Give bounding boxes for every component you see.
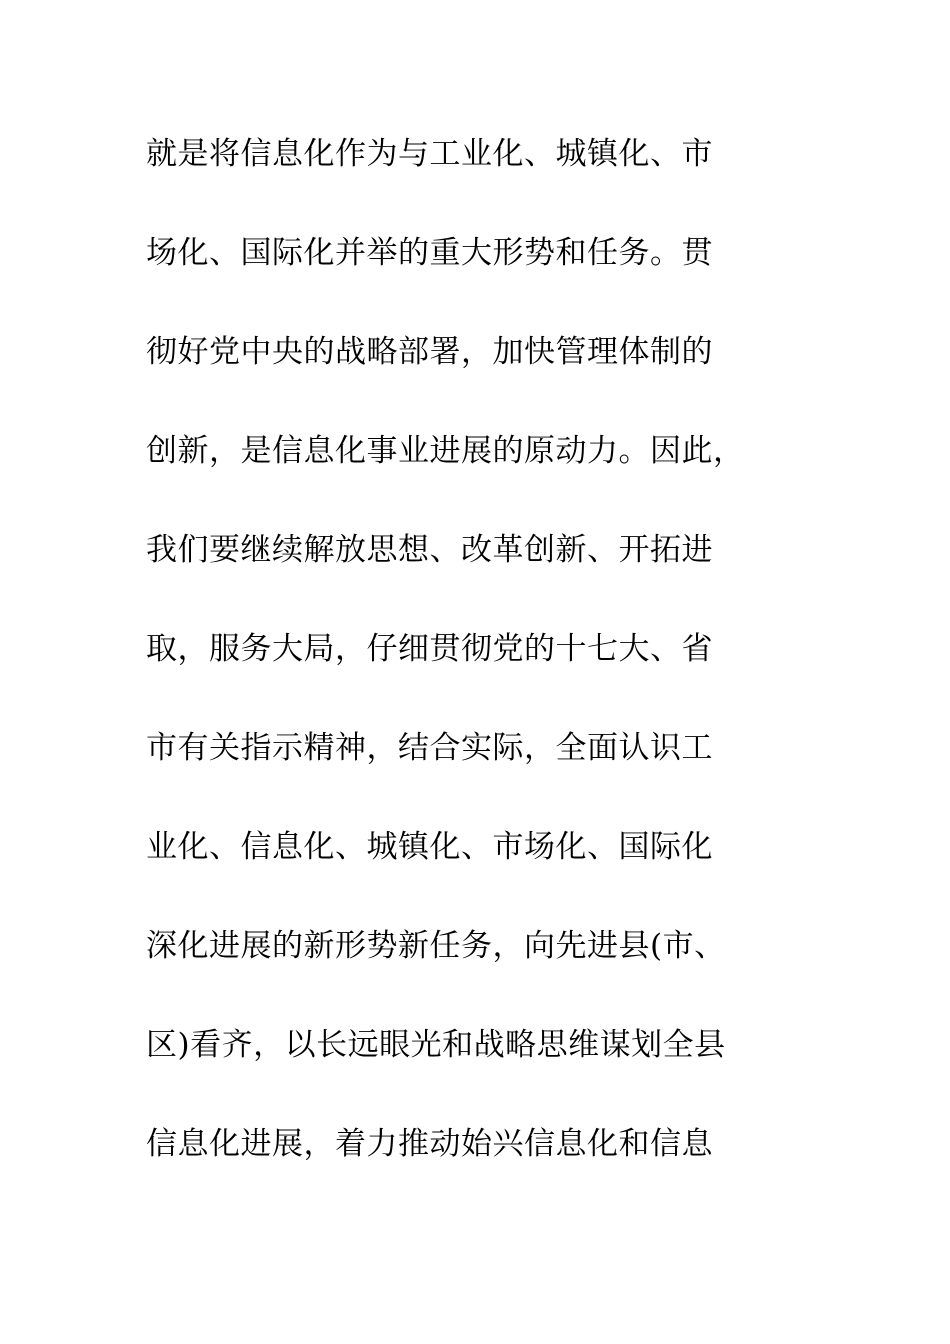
text-line: 深化进展的新形势新任务，向先进县(市、 <box>146 928 726 964</box>
text-line: 信息化进展，着力推动始兴信息化和信息 <box>146 1126 713 1162</box>
text-line: 就是将信息化作为与工业化、城镇化、市 <box>146 136 713 172</box>
text-line: 彻好党中央的战略部署，加快管理体制的 <box>146 334 713 370</box>
text-line: 区)看齐，以长远眼光和战略思维谋划全县 <box>146 1027 726 1063</box>
text-line: 场化、国际化并举的重大形势和任务。贯 <box>146 235 713 271</box>
text-line: 创新，是信息化事业进展的原动力。因此， <box>146 433 745 469</box>
text-line: 取，服务大局，仔细贯彻党的十七大、省 <box>146 631 713 667</box>
text-line: 市有关指示精神，结合实际，全面认识工 <box>146 730 713 766</box>
text-line: 业化、信息化、城镇化、市场化、国际化 <box>146 829 713 865</box>
text-line: 我们要继续解放思想、改革创新、开拓进 <box>146 532 713 568</box>
body-text <box>146 128 826 1217</box>
